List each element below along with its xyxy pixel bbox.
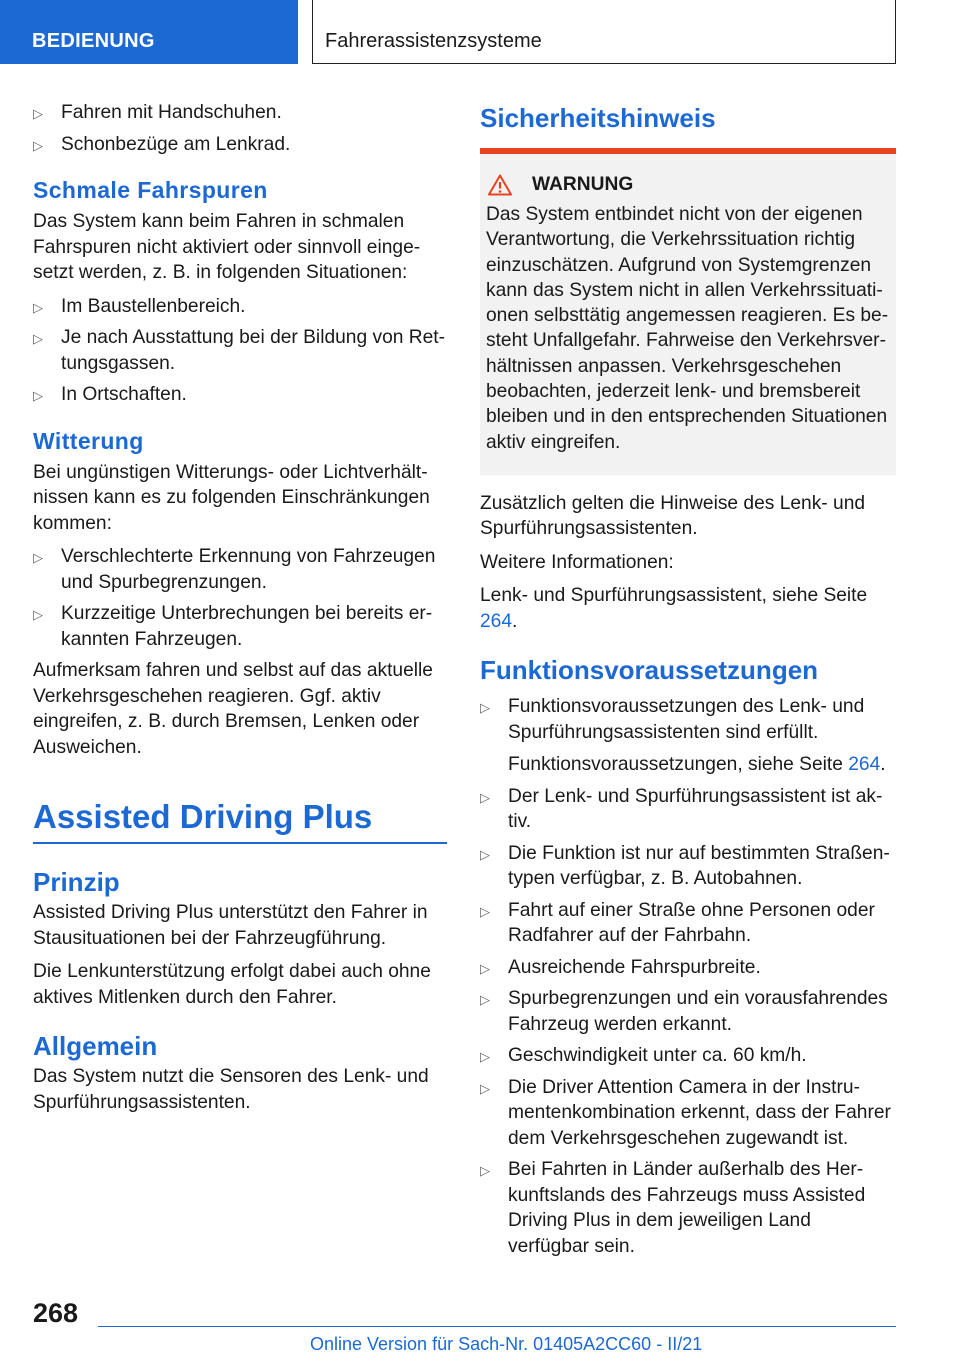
warning-text: Das System entbindet nicht von der eigenen Verantwortung, die Verkehrssituation richtig einzuschätzen. Aufgrund von Systemgrenzen kann das System nicht in allen Verkehrssituationen selbsttätig angemessen reagieren. Es besteht Unfallgefahr. Fahrweise den Verkehrsverhältnissen anpassen. Verkehrsgeschehen beobachten, jederzeit lenk- und bremsbereit bleiben und in den entsprechenden Situationen aktiv eingreifen. <box>486 204 889 453</box>
heading-witterung: Witterung <box>33 427 144 454</box>
bullet-triangle-icon: ▷ <box>33 607 43 622</box>
list-item: ▷ Verschlechterte Erkennung von Fahrzeugen und Spurbegrenzungen. <box>33 546 436 593</box>
bullet-triangle-icon: ▷ <box>33 299 43 315</box>
list-item: ▷ Kurzzeitige Unterbrechungen bei bereits erkannten Fahrzeugen. <box>33 603 433 650</box>
bullet-triangle-icon: ▷ <box>33 137 43 153</box>
list-item: ▷ In Ortschaften. <box>33 382 447 408</box>
main-title: Assisted Driving Plus <box>33 794 447 844</box>
page-link-264[interactable]: 264 <box>848 754 881 776</box>
paragraph: Die Lenkunterstützung erfolgt dabei auch ohne aktives Mitlenken durch den Fahrer. <box>33 961 431 1008</box>
bullet-list-schmale <box>33 294 447 408</box>
bullet-triangle-icon: ▷ <box>480 1080 490 1096</box>
online-version-text: Online Version für Sach-Nr. 01405A2CC60 - II/21 <box>310 1334 703 1354</box>
bullet-triangle-icon: ▷ <box>480 700 490 716</box>
paragraph: Bei ungünstigen Witterungs- oder Lichtverhältnissen kann es zu folgenden Einschränkungen kommen: <box>33 461 430 534</box>
list-item-sub: Funktionsvoraussetzungen, siehe Seite 264. <box>508 754 886 776</box>
heading-allgemein: Allgemein <box>33 1031 158 1061</box>
bullet-triangle-icon: ▷ <box>480 789 490 805</box>
heading-sicherheitshinweis: Sicherheitshinweis <box>480 103 716 133</box>
heading-schmale-fahrspuren: Schmale Fahrspuren <box>33 177 268 203</box>
list-item: ▷ Schonbezüge am Lenkrad. <box>33 132 447 158</box>
paragraph: Das System nutzt die Sensoren des Lenk- und Spurführungsassistenten. <box>33 1066 429 1113</box>
warning-title: WARNUNG <box>532 174 634 195</box>
footer-divider <box>98 1326 896 1327</box>
list-item: ▷ Im Baustellenbereich. <box>33 294 447 320</box>
list-item: ▷ Geschwindigkeit unter ca. 60 km/h. <box>480 1043 896 1069</box>
bullet-triangle-icon: ▷ <box>33 106 43 121</box>
paragraph: Lenk- und Spurführungsassistent, siehe Seite 264. <box>480 585 868 632</box>
bullet-list-top <box>33 100 447 157</box>
list-item: ▷ Funktionsvoraussetzungen des Lenk- und Spurführungsassistenten sind erfüllt. Funktionsvoraussetzungen, siehe Seite 264. <box>480 694 896 778</box>
list-item: ▷ Fahrt auf einer Straße ohne Personen oder Radfahrer auf der Fahrbahn. <box>480 899 875 947</box>
list-item: ▷ Bei Fahrten in Länder außerhalb des Herkunftslands des Fahrzeugs muss Assisted Driving Plus in dem jeweiligen Land verfügbar sein. <box>480 1159 866 1257</box>
warning-box <box>480 148 896 475</box>
bullet-list-witterung <box>33 544 447 652</box>
list-item: ▷ Ausreichende Fahrspurbreite. <box>480 955 896 981</box>
header-chapter-box <box>312 0 896 64</box>
list-item: ▷ Je nach Ausstattung bei der Bildung von Rettungsgassen. <box>33 327 445 374</box>
bullet-triangle-icon: ▷ <box>480 903 490 919</box>
paragraph: Zusätzlich gelten die Hinweise des Lenk- und Spurführungsassistenten. <box>480 492 866 540</box>
bullet-triangle-icon: ▷ <box>480 1163 490 1179</box>
bullet-triangle-icon: ▷ <box>33 388 43 403</box>
list-item: ▷ Die Funktion ist nur auf bestimmten Straßentypen verfügbar, z. B. Autobahnen. <box>480 842 890 890</box>
bullet-triangle-icon: ▷ <box>480 846 490 862</box>
heading-funktionsvoraussetzungen: Funktionsvoraussetzungen <box>480 655 819 686</box>
page-link-264[interactable]: 264 <box>480 610 513 632</box>
list-item: ▷ Spurbegrenzungen und ein vorausfahrendes Fahrzeug werden erkannt. <box>480 988 888 1035</box>
heading-prinzip: Prinzip <box>33 867 120 897</box>
page-number: 268 <box>33 1298 79 1328</box>
bullet-triangle-icon: ▷ <box>480 960 490 976</box>
paragraph: Weitere Informationen: <box>480 551 674 573</box>
header-section-label: BEDIENUNG <box>32 30 155 52</box>
list-item: ▷ Der Lenk- und Spurführungsassistent ist aktiv. <box>480 785 883 833</box>
header-chapter-label: Fahrerassistenzsysteme <box>325 30 542 52</box>
bullet-triangle-icon: ▷ <box>480 992 490 1008</box>
header-section-tab <box>0 0 298 64</box>
bullet-list-funktion <box>480 694 896 1259</box>
paragraph: Das System kann beim Fahren in schmalen Fahrspuren nicht aktiviert oder sinnvoll eingesetzt werden, z. B. in folgenden Situationen: <box>33 211 421 283</box>
bullet-triangle-icon: ▷ <box>480 1049 490 1065</box>
list-item: ▷ Die Driver Attention Camera in der Instrumentenkombination erkennt, dass der Fahrer dem Verkehrsgeschehen zugewandt ist. <box>480 1076 891 1149</box>
left-column <box>33 100 447 1123</box>
list-item: ▷ Fahren mit Handschuhen. <box>33 100 447 126</box>
paragraph: Assisted Driving Plus unterstützt den Fahrer in Stausituationen bei der Fahrzeugführung. <box>33 902 428 949</box>
warning-triangle-icon <box>488 174 512 196</box>
bullet-triangle-icon: ▷ <box>33 550 43 565</box>
right-column <box>480 100 896 1265</box>
paragraph: Aufmerksam fahren und selbst auf das aktuelle Verkehrsgeschehen reagieren. Ggf. aktiv eingreifen, z. B. durch Bremsen, Lenken oder Ausweichen. <box>33 660 433 758</box>
bullet-triangle-icon: ▷ <box>33 331 43 346</box>
warning-header <box>486 174 890 196</box>
